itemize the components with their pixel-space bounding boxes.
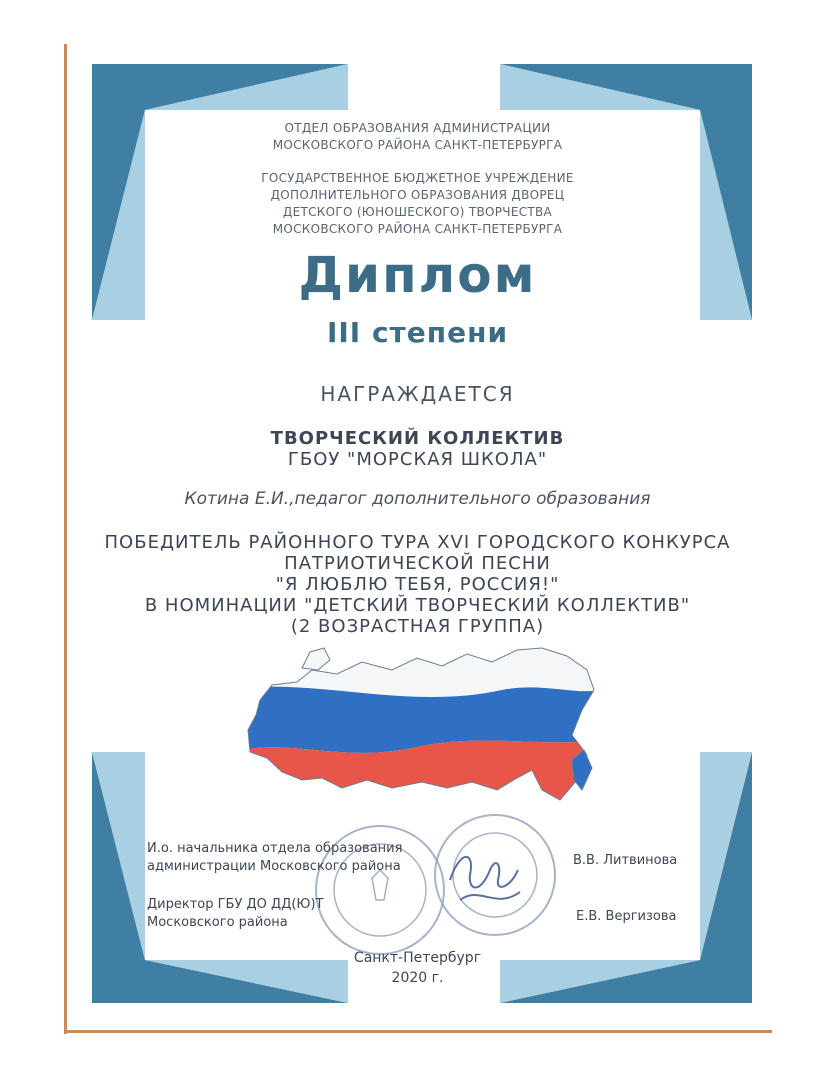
flag-red-stripe: [242, 740, 602, 820]
recipient-teacher: Котина Е.И.,педагог дополнительного образования: [184, 489, 651, 509]
handwritten-signature: [440, 840, 540, 920]
signatory-1-name: В.В. Литвинова: [573, 853, 678, 868]
footer-city: Санкт-Петербург: [353, 950, 482, 966]
signatory-1-role-line-1: И.о. начальника отдела образования: [147, 841, 403, 856]
achievement-line-1: ПОБЕДИТЕЛЬ РАЙОННОГО ТУРА XVI ГОРОДСКОГО КОНКУРСА: [104, 532, 731, 553]
header-line-2: МОСКОВСКОГО РАЙОНА САНКТ-ПЕТЕРБУРГА: [272, 138, 563, 152]
recipient-school: ГБОУ "МОРСКАЯ ШКОЛА": [287, 449, 548, 470]
header-org: [0, 120, 835, 154]
signatory-2-role-line-1: Директор ГБУ ДО ДД(Ю)Т: [147, 897, 324, 912]
diploma-degree: III степени: [326, 316, 509, 349]
header-line-3: ГОСУДАРСТВЕННОЕ БЮДЖЕТНОЕ УЧРЕЖДЕНИЕ: [261, 171, 574, 185]
signatory-1-role-line-2: администрации Московского района: [147, 859, 401, 874]
achievement-line-5: (2 ВОЗРАСТНАЯ ГРУППА): [290, 616, 545, 637]
signatory-2-role-line-2: Московского района: [147, 915, 288, 930]
achievement-line-4: В НОМИНАЦИИ "ДЕТСКИЙ ТВОРЧЕСКИЙ КОЛЛЕКТИВ": [144, 595, 691, 616]
island-novaya-zemlya: [302, 648, 330, 670]
recipient-team: ТВОРЧЕСКИЙ КОЛЛЕКТИВ: [270, 428, 565, 449]
awarded-label: НАГРАЖДАЕТСЯ: [320, 382, 515, 406]
footer: [0, 948, 835, 988]
achievement-line-3: "Я ЛЮБЛЮ ТЕБЯ, РОССИЯ!": [275, 574, 560, 595]
russia-flag-map: [242, 640, 602, 820]
header-line-1: ОТДЕЛ ОБРАЗОВАНИЯ АДМИНИСТРАЦИИ: [284, 121, 551, 135]
header-line-5: ДЕТСКОГО (ЮНОШЕСКОГО) ТВОРЧЕСТВА: [282, 205, 553, 219]
header-line-4: ДОПОЛНИТЕЛЬНОГО ОБРАЗОВАНИЯ ДВОРЕЦ: [270, 188, 565, 202]
header-institution: [0, 170, 835, 238]
header-line-6: МОСКОВСКОГО РАЙОНА САНКТ-ПЕТЕРБУРГА: [272, 222, 563, 236]
diploma-title: Диплом: [298, 246, 537, 304]
achievement-text: [0, 532, 835, 637]
signatory-2-name: Е.В. Вергизова: [576, 909, 677, 924]
achievement-line-2: ПАТРИОТИЧЕСКОЙ ПЕСНИ: [284, 553, 551, 574]
signatory-2-role: [147, 896, 323, 932]
signatory-1-role: [147, 840, 402, 876]
footer-year: 2020 г.: [391, 970, 444, 986]
